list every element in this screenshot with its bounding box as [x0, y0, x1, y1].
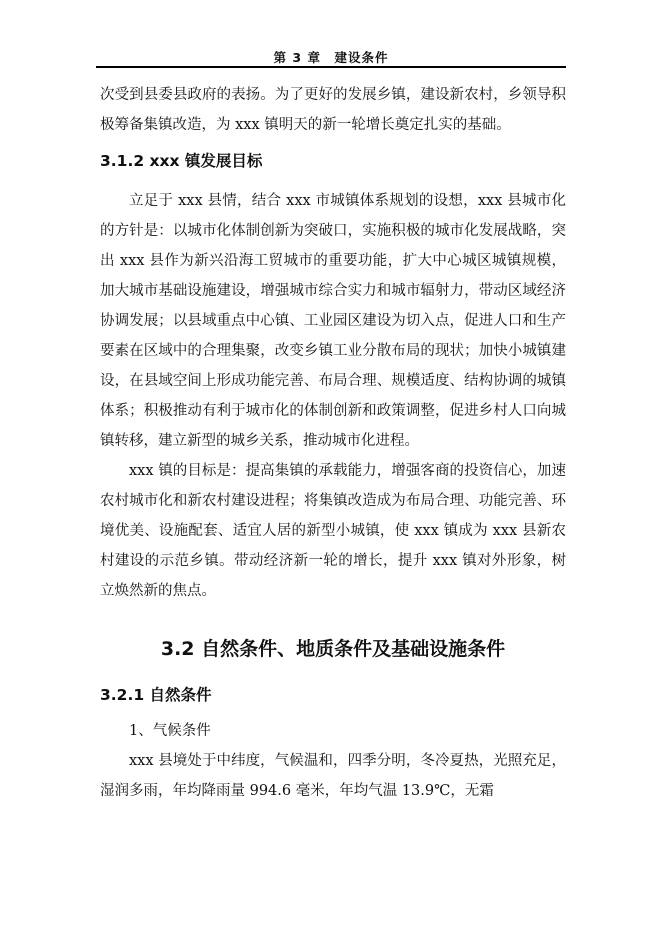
section-3-2-1-heading: 3.2.1 自然条件	[100, 686, 212, 704]
paragraph-town-goal: xxx 镇的目标是：提高集镇的承载能力，增强客商的投资信心，加速农村城市化和新农村建设进程；将集镇改造成为布局合理、功能完善、环境优美、设施配套、适宜人居的新型小城镇，使 xxx 镇成为 xxx 县新农村建设的示范乡镇。带动经济新一轮的增长，提升 xxx 镇对外形象，树立焕然新的焦点。	[100, 463, 566, 599]
section-3-2-heading: 3.2 自然条件、地质条件及基础设施条件	[160, 638, 506, 660]
paragraph-continued: 次受到县委县政府的表扬。为了更好的发展乡镇，建设新农村，乡领导积极筹备集镇改造，为 xxx 镇明天的新一轮增长奠定扎实的基础。	[100, 87, 566, 133]
item-climate-heading: 1、气候条件	[129, 723, 211, 739]
document-body	[100, 80, 566, 806]
header-rule	[96, 66, 566, 68]
section-3-1-2-heading: 3.1.2 xxx 镇发展目标	[100, 152, 263, 170]
paragraph-climate: xxx 县境处于中纬度，气候温和，四季分明，冬冷夏热，光照充足，湿润多雨，年均降雨量 994.6 毫米，年均气温 13.9℃，无霜	[100, 753, 566, 799]
paragraph-development-goal: 立足于 xxx 县情，结合 xxx 市城镇体系规划的设想，xxx 县城市化的方针是：以城市化体制创新为突破口，实施积极的城市化发展战略，突出 xxx 县作为新兴沿海工贸城市的重要功能，扩大中心城区城镇规模，加大城市基础设施建设，增强城市综合实力和城市辐射力，带动区域经济协调发展；以县域重点中心镇、工业园区建设为切入点，促进人口和生产要素在区域中的合理集聚，改变乡镇工业分散布局的现状；加快小城镇建设，在县域空间上形成功能完善、布局合理、规模适度、结构协调的城镇体系；积极推动有利于城市化的体制创新和政策调整，促进乡村人口向城镇转移，建立新型的城乡关系，推动城市化进程。	[100, 193, 566, 449]
page-header: 第 3 章 建设条件	[273, 50, 389, 65]
